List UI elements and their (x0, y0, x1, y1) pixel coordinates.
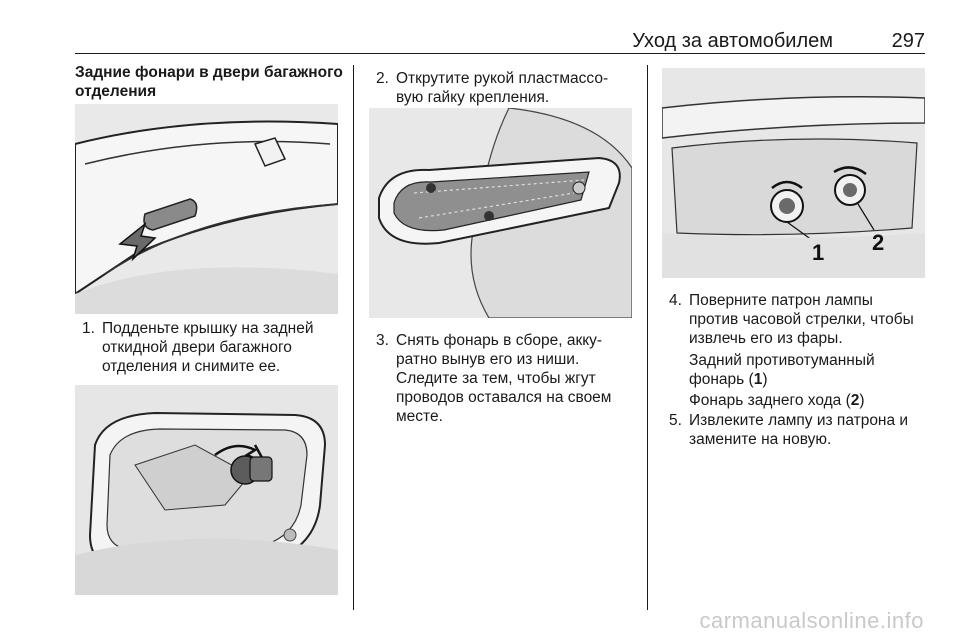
step-3-text: Снять фонарь в сборе, акку-ратно вынув его из ниши. Следите за тем, чтобы жгут проводов оставался на своем месте. (396, 332, 612, 425)
ref-2: 2 (850, 392, 860, 409)
page-number: 297 (891, 30, 925, 52)
section-title: Задние фонари в двери багажного отделения (75, 64, 343, 100)
note-reverse-lamp: Фонарь заднего хода (2) (689, 392, 865, 409)
step-4-text: Поверните патрон лампы против часовой стрелки, чтобы извлечь его из фары. (689, 292, 914, 347)
figure-nut-unscrew (75, 385, 338, 595)
figure-bulb-sockets (662, 68, 925, 278)
step-5-number: 5. (669, 412, 682, 429)
step-1-number: 1. (82, 320, 95, 337)
ref-1: 1 (753, 371, 763, 388)
chapter-title: Уход за автомобилем (632, 30, 833, 52)
step-2-text: Открутите рукой пластмассо-вую гайку крепления. (396, 70, 609, 106)
step-3-number: 3. (376, 332, 389, 349)
header-rule (75, 53, 925, 54)
figure-label-1: 1 (812, 240, 825, 265)
watermark: carmanualsonline.info (699, 608, 924, 633)
page-header (75, 30, 925, 50)
step-1-text: Подденьте крышку на задней откидной двери багажного отделения и снимите ее. (102, 320, 314, 375)
step-4-number: 4. (669, 292, 682, 309)
note-fog-lamp: Задний противотуманный фонарь (1) (689, 352, 875, 388)
step-2-number: 2. (376, 70, 389, 87)
column-divider-left (353, 65, 354, 610)
figure-lamp-removal (369, 108, 632, 318)
figure-label-2: 2 (872, 230, 885, 255)
step-5-text: Извлеките лампу из патрона и замените на новую. (689, 412, 909, 448)
column-divider-right (647, 65, 648, 610)
figure-tailgate-cover (75, 104, 338, 314)
